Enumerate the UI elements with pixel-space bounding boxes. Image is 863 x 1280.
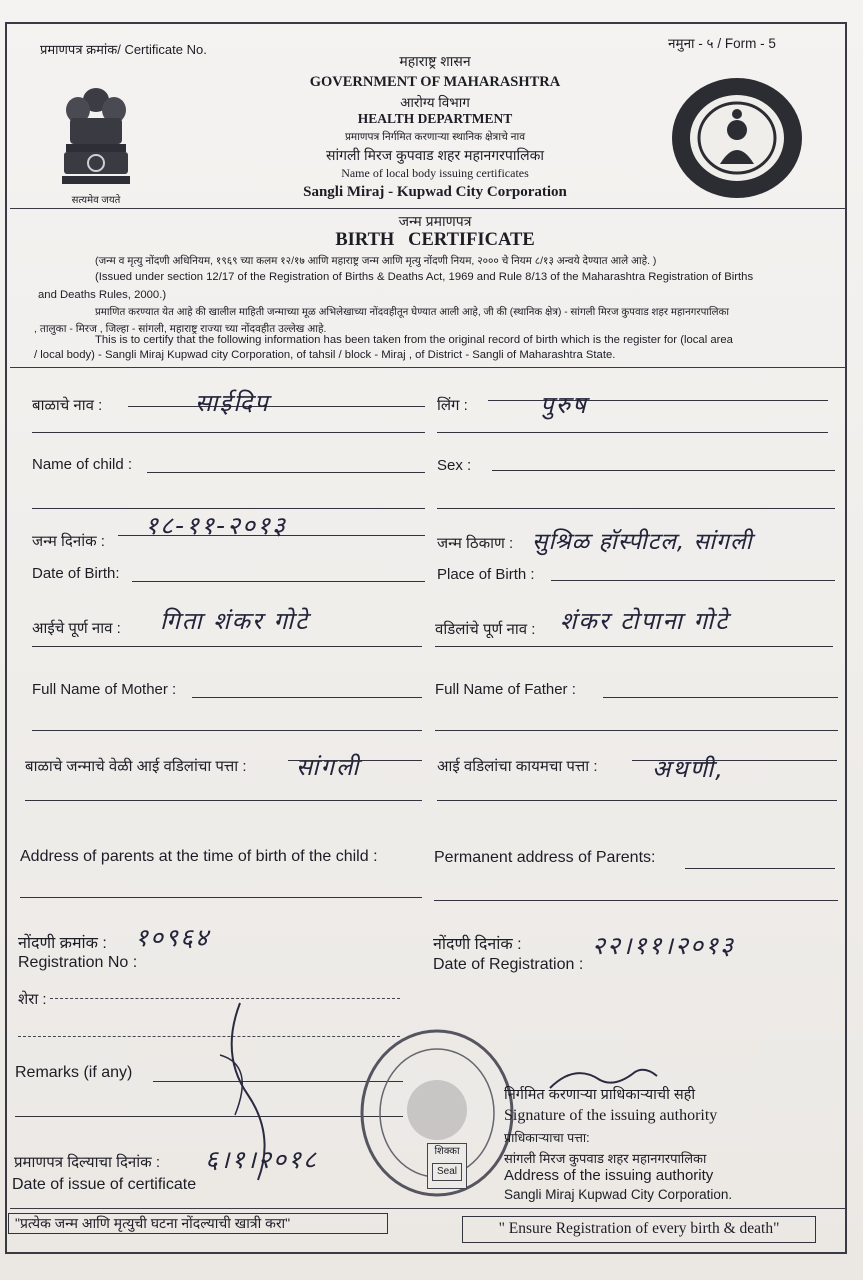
child-name-en-line (147, 472, 425, 473)
lion-capital-icon (56, 80, 136, 190)
birth-address-value: सांगली (296, 753, 361, 781)
sex-line (488, 400, 828, 401)
header-line-3: आरोग्य विभाग (400, 95, 470, 110)
certificate-number-label: प्रमाणपत्र क्रमांक/ Certificate No. (40, 42, 207, 57)
reg-date-label-mr: नोंदणी दिनांक : (433, 936, 522, 953)
father-line (435, 646, 833, 647)
child-name-line (128, 406, 425, 407)
dob-label-mr: जन्म दिनांक : (32, 533, 105, 550)
child-name-label-mr: बाळाचे नाव : (32, 397, 103, 414)
perm-address-en-line-2 (434, 900, 838, 901)
pob-label-en: Place of Birth : (437, 566, 535, 583)
father-en-line (603, 697, 838, 698)
perm-address-label-en: Permanent address of Parents: (434, 849, 656, 866)
title-english: BIRTH CERTIFICATE (335, 230, 535, 250)
legal-line-6: This is to certify that the following information has been taken from the original record of birth which is the register for (local area (95, 334, 733, 346)
state-emblem (56, 80, 136, 205)
reg-date-label-en: Date of Registration : (433, 956, 584, 973)
birth-address-en-line (20, 897, 422, 898)
child-name-line-2 (32, 432, 425, 433)
header-line-1: महाराष्ट्र शासन (399, 53, 471, 69)
sex-value: पुरुष (540, 391, 588, 419)
perm-address-value: अथणी, (652, 755, 725, 783)
child-name-label-en: Name of child : (32, 456, 133, 473)
authority-address-label-mr: प्राधिकाऱ्याचा पत्ता: (504, 1131, 590, 1145)
signature-label-mr: निर्गमित करणाऱ्या प्राधिकाऱ्याची सही (504, 1087, 696, 1103)
seal-box (427, 1143, 467, 1189)
dob-label-en: Date of Birth: (32, 565, 120, 582)
seal-label-en: Seal (432, 1163, 462, 1181)
reg-no-label-mr: नोंदणी क्रमांक : (18, 935, 107, 952)
legal-line-3: and Deaths Rules, 2000.) (38, 289, 167, 301)
header-divider (10, 208, 846, 209)
father-label-en: Full Name of Father : (435, 681, 576, 698)
remarks-label-mr: शेरा : (18, 991, 47, 1008)
legal-line-1: (जन्म व मृत्यु नोंदणी अधिनियम, १९६९ च्या कलम १२/१७ आणि महाराष्ट्र जन्म आणि मृत्यु नोंदणी नियम, २००० चे नियम ८/१३ अन्वये देण्यात आले आहे. ) (95, 256, 657, 267)
mother-value: गिता शंकर गोटे (160, 607, 310, 635)
legal-line-5: , तालुका - मिरज , जिल्हा - सांगली, महाराष्ट्र राज्या च्या नोंदवहीत उल्लेख आहे. (34, 323, 327, 335)
title-marathi: जन्म प्रमाणपत्र (398, 213, 472, 229)
legal-divider (10, 367, 846, 368)
pob-en-line (551, 580, 835, 581)
mother-label-mr: आईचे पूर्ण नाव : (32, 620, 121, 637)
corporation-logo (670, 76, 804, 200)
office-stamp (357, 1025, 517, 1200)
header-government: GOVERNMENT OF MAHARASHTRA (309, 74, 561, 90)
sex-label-en: Sex : (437, 457, 472, 474)
legal-line-4: प्रमाणित करण्यात येत आहे की खालील माहिती जन्माच्या मूळ अभिलेखाच्या नोंदवहीतून घेण्यात आली आहे, जी की (स्थानिक क्षेत्र) - सांगली मिरज कुपवाड शहर महानगरपालिका (95, 307, 730, 318)
header-line-7: Name of local body issuing certificates (341, 166, 529, 180)
authority-address-mr: सांगली मिरज कुपवाड शहर महानगरपालिका (504, 1151, 707, 1166)
seal-label-mr: शिक्का (434, 1146, 460, 1157)
legal-line-2: (Issued under section 12/17 of the Registration of Births & Deaths Act, 1969 and Rule 8/13 of the Maharashtra Registration of Births (95, 271, 754, 283)
issue-date-value: ६।१।२०१८ (205, 1145, 318, 1174)
legal-line-7: / local body) - Sangli Miraj Kupwad city Corporation, of tahsil / block - Miraj , of District - Sangli of Maharashtra State. (34, 349, 616, 361)
authority-address-label-en: Address of the issuing authority (504, 1167, 714, 1184)
header-line-5: प्रमाणपत्र निर्गमित करणाऱ्या स्थानिक क्षेत्राचे नाव (344, 131, 526, 143)
pob-value: सुश्रिळ हॉस्पीटल, सांगली (532, 529, 753, 555)
form-number-label: नमुना - ५ / Form - 5 (668, 36, 776, 51)
reg-no-label-en: Registration No : (18, 954, 138, 971)
sex-line-2 (437, 432, 828, 433)
perm-address-en-line (685, 868, 835, 869)
emblem-caption: सत्यमेव जयते (71, 195, 121, 206)
father-label-mr: वडिलांचे पूर्ण नाव : (435, 621, 536, 638)
sex-label-mr: लिंग : (437, 397, 468, 414)
footer-marathi-slogan: "प्रत्येक जन्म आणि मृत्युची घटना नोंदल्याची खात्री करा" (8, 1213, 388, 1234)
dob-en-line (132, 581, 425, 582)
mother-en-line-2 (32, 730, 422, 731)
birth-address-label-en: Address of parents at the time of birth of the child : (20, 848, 378, 865)
child-name-value: साईदिप (195, 389, 270, 417)
mother-line (32, 646, 422, 647)
reg-date-value: २२।११।२०१३ (592, 931, 735, 960)
mother-label-en: Full Name of Mother : (32, 681, 177, 698)
birth-address-label-mr: बाळाचे जन्माचे वेळी आई वडिलांचा पत्ता : (25, 758, 247, 775)
header-corporation-english: Sangli Miraj - Kupwad City Corporation (303, 184, 567, 200)
corporation-seal-icon (670, 76, 804, 200)
sex-en-line-2 (437, 508, 835, 509)
sex-en-line (492, 470, 835, 471)
signature-label-en: Signature of the issuing authority (504, 1107, 718, 1124)
authority-address-en: Sangli Miraj Kupwad City Corporation. (504, 1187, 733, 1202)
perm-address-line (632, 760, 837, 761)
birth-address-line-2 (25, 800, 422, 801)
perm-address-label-mr: आई वडिलांचा कायमचा पत्ता : (437, 758, 598, 775)
remarks-label-en: Remarks (if any) (15, 1064, 133, 1081)
issue-date-label-en: Date of issue of certificate (12, 1176, 197, 1193)
footer-english-slogan: " Ensure Registration of every birth & death" (462, 1216, 816, 1243)
pob-label-mr: जन्म ठिकाण : (437, 535, 514, 552)
header-health-department: HEALTH DEPARTMENT (357, 111, 513, 126)
issue-date-label-mr: प्रमाणपत्र दिल्याचा दिनांक : (14, 1154, 160, 1171)
birth-address-line (288, 760, 422, 761)
reg-no-value: १०९६४ (135, 923, 211, 952)
perm-address-line-2 (437, 800, 837, 801)
father-en-line-2 (435, 730, 838, 731)
header-corporation-marathi: सांगली मिरज कुपवाड शहर महानगरपालिका (326, 147, 544, 163)
mother-en-line (192, 697, 422, 698)
father-value: शंकर टोपाना गोटे (560, 607, 730, 635)
footer-divider (10, 1208, 846, 1209)
dob-value: १८-११-२०१३ (145, 511, 288, 540)
